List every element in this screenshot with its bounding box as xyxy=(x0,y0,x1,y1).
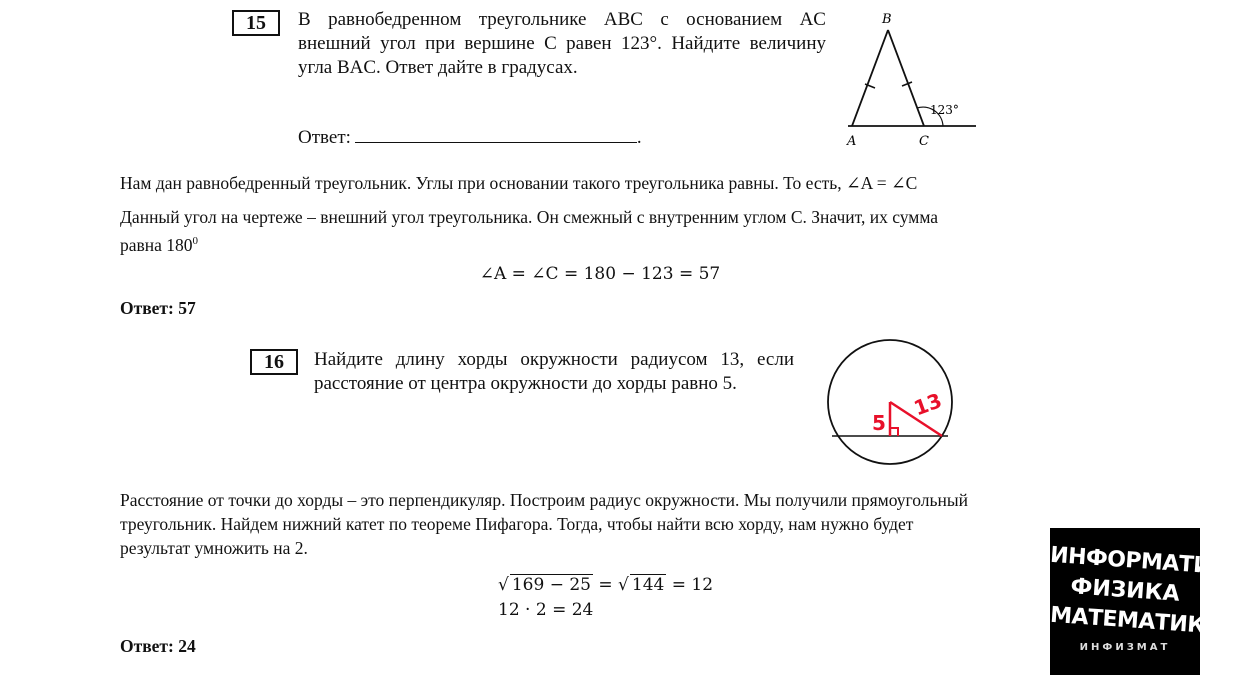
answer-15: Ответ: 57 xyxy=(120,298,196,318)
answer-16: Ответ: 24 xyxy=(120,636,196,656)
task-16-text: Найдите длину хорды окружности радиусом 13, если расстояние от центра окружности до хорды равно 5. xyxy=(314,349,794,394)
task-15-answer-line xyxy=(298,126,642,150)
circle-figure xyxy=(820,336,960,472)
sqrt-sign-2: √ xyxy=(618,575,629,595)
logo-line-informatika: ИНФОРМАТИКА xyxy=(1049,542,1246,582)
label-b: B xyxy=(882,12,892,27)
sqrt-sign-1: √ xyxy=(498,575,509,595)
solution-16-p2: треугольник. Найдем нижний катет по теореме Пифагора. Тогда, чтобы найти всю хорду, нам нужно будет xyxy=(120,514,914,534)
task-15-number: 15 xyxy=(246,11,266,34)
sqrt-arg-1: 169 − 25 xyxy=(511,575,591,595)
task-15-answer-label: Ответ: xyxy=(298,127,351,148)
task-16-number-box xyxy=(250,349,298,375)
eq-sign: = xyxy=(592,575,619,595)
task-15-number-box xyxy=(232,10,280,36)
logo-line-fizika: ФИЗИКА xyxy=(1069,574,1181,607)
angle-label: 123° xyxy=(930,103,959,117)
label-5: 5 xyxy=(872,411,886,435)
task-16-number: 16 xyxy=(264,350,284,373)
task-15-text: В равнобедренном треугольнике ABC с основанием AC внешний угол при вершине C равен 123°. Найдите величину угла BAC. Ответ дайте в градусах. xyxy=(298,9,826,78)
formula-16-line1 xyxy=(498,574,713,595)
logo-line-infizmat: ИНФИЗМАТ xyxy=(1079,642,1171,653)
result-12: = 12 xyxy=(666,575,714,595)
solution-16-p3: результат умножить на 2. xyxy=(120,538,308,558)
answer-blank xyxy=(355,126,637,143)
label-c: C xyxy=(919,134,929,149)
formula-15: ∠A = ∠C = 180 − 123 = 57 xyxy=(479,264,721,284)
logo-line-matematika: МАТЕМАТИКА xyxy=(1049,602,1222,640)
solution-15-p2-text: равна 180 xyxy=(120,234,193,255)
infizmat-logo xyxy=(1049,528,1246,675)
solution-15-p2-line2 xyxy=(120,229,198,257)
label-a: A xyxy=(847,134,857,149)
solution-16-p1: Расстояние от точки до хорды – это перпендикуляр. Построим радиус окружности. Мы получили прямоугольный xyxy=(120,490,968,510)
formula-16-line2: 12 · 2 = 24 xyxy=(498,600,594,620)
task-15-answer-end: . xyxy=(636,127,642,148)
side-ab xyxy=(852,30,888,126)
triangle-figure xyxy=(836,6,986,154)
label-13: 13 xyxy=(910,388,945,421)
side-bc xyxy=(888,30,924,126)
solution-15-p2-line1: Данный угол на чертеже – внешний угол треугольника. Он смежный с внутренним углом C. Значит, их сумма xyxy=(120,207,939,227)
degree-sup: 0 xyxy=(192,235,199,247)
sqrt-arg-2: 144 xyxy=(631,575,665,595)
solution-15-p1: Нам дан равнобедренный треугольник. Углы при основании такого треугольника равны. То есть, ∠A = ∠C xyxy=(120,173,918,193)
